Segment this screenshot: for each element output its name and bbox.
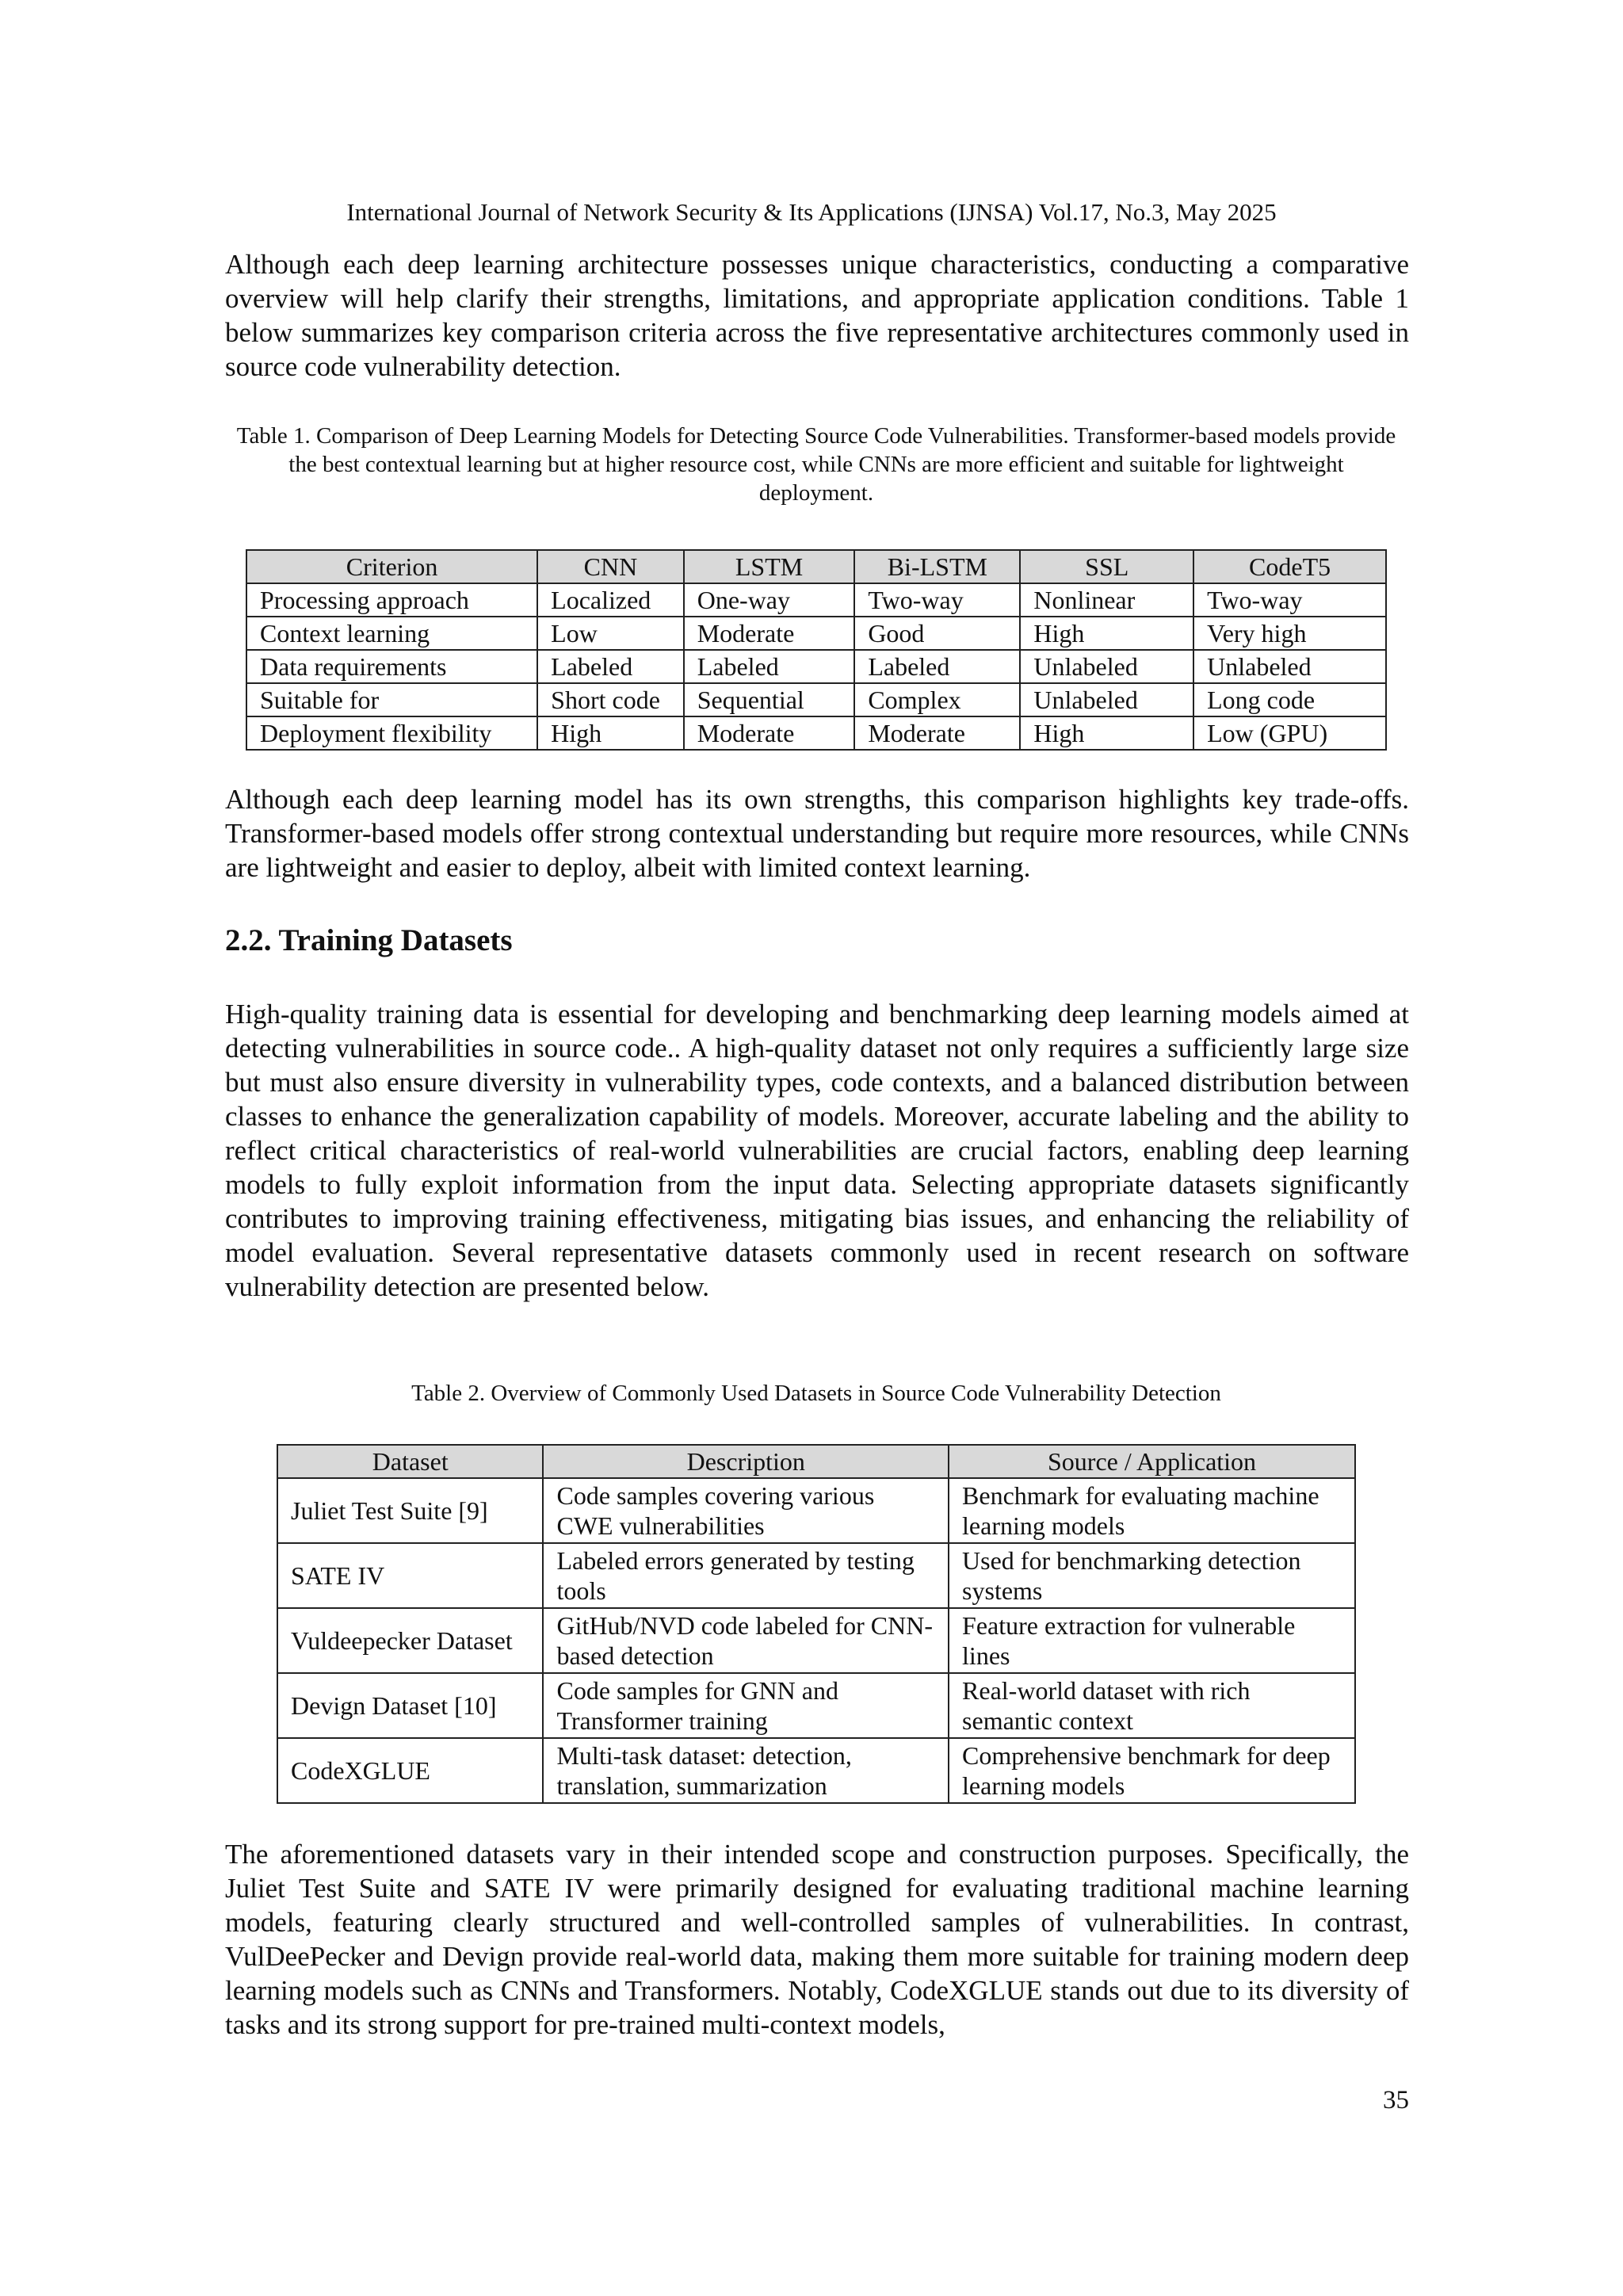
table-cell: High xyxy=(1020,617,1193,650)
table-cell: Code samples covering various CWE vulnerabilities xyxy=(543,1478,949,1543)
table-cell: GitHub/NVD code labeled for CNN-based detection xyxy=(543,1608,949,1673)
table-header-row xyxy=(277,1445,1355,1478)
datasets-table xyxy=(277,1444,1356,1804)
table-cell: Moderate xyxy=(854,716,1020,750)
intro-paragraph: Although each deep learning architecture possesses unique characteristics, conducting a comparative overview will help clarify their strengths, limitations, and appropriate application conditions. Table 1 below summarizes key comparison criteria across the five representative architectures commonly used in source code vulnerability detection. xyxy=(225,249,1409,382)
table-cell: Two-way xyxy=(854,583,1020,617)
column-header: LSTM xyxy=(684,550,855,583)
table-cell: Labeled xyxy=(537,650,684,683)
table-row xyxy=(246,716,1386,750)
table-cell: Multi-task dataset: detection, translation, summarization xyxy=(543,1738,949,1803)
table-row xyxy=(277,1543,1355,1608)
table-cell: Labeled errors generated by testing tools xyxy=(543,1543,949,1608)
table-cell: Labeled xyxy=(684,650,855,683)
table-cell: Unlabeled xyxy=(1193,650,1386,683)
table-cell: Used for benchmarking detection systems xyxy=(949,1543,1355,1608)
table-row xyxy=(277,1608,1355,1673)
table-cell: Labeled xyxy=(854,650,1020,683)
section-heading: 2.2. Training Datasets xyxy=(225,923,513,957)
tradeoff-paragraph: Although each deep learning model has its own strengths, this comparison highlights key trade-offs. Transformer-based models offer strong contextual understanding but require more resources, while CNNs are lightweight and easier to deploy, albeit with limited context learning. xyxy=(225,784,1409,883)
table-cell: Sequential xyxy=(684,683,855,716)
column-header: Bi-LSTM xyxy=(854,550,1020,583)
table-cell: Context learning xyxy=(246,617,537,650)
table-cell: Deployment flexibility xyxy=(246,716,537,750)
datasets-paragraph: High-quality training data is essential for developing and benchmarking deep learning models aimed at detecting vulnerabilities in source code.. A high-quality dataset not only requires a sufficiently large size but must also ensure diversity in vulnerability types, code contexts, and a balanced distribution between classes to enhance the generalization capability of models. Moreover, accurate labeling and the ability to reflect critical characteristics of real-world vulnerabilities are crucial factors, enabling deep learning models to fully exploit information from the input data. Selecting appropriate datasets significantly contributes to improving training effectiveness, mitigating bias issues, and enhancing the reliability of model evaluation. Several representative datasets commonly used in recent research on software vulnerability detection are presented below. xyxy=(225,999,1409,1302)
column-header: Description xyxy=(543,1445,949,1478)
page-number: 35 xyxy=(1383,2086,1409,2115)
table-cell: Low xyxy=(537,617,684,650)
table-cell: Unlabeled xyxy=(1020,650,1193,683)
table-header-row xyxy=(246,550,1386,583)
table-cell: Two-way xyxy=(1193,583,1386,617)
table-cell: High xyxy=(537,716,684,750)
table-cell: Moderate xyxy=(684,617,855,650)
table-cell: Devign Dataset [10] xyxy=(277,1673,543,1738)
table2-caption: Table 2. Overview of Commonly Used Datasets in Source Code Vulnerability Detection xyxy=(411,1381,1221,1406)
table-cell: High xyxy=(1020,716,1193,750)
table-row xyxy=(246,617,1386,650)
table-cell: Very high xyxy=(1193,617,1386,650)
table-cell: SATE IV xyxy=(277,1543,543,1608)
table-row xyxy=(277,1673,1355,1738)
table-cell: Comprehensive benchmark for deep learning models xyxy=(949,1738,1355,1803)
table-cell: Vuldeepecker Dataset xyxy=(277,1608,543,1673)
table1-caption: Table 1. Comparison of Deep Learning Models for Detecting Source Code Vulnerabilities. Transformer-based models provide the best contextual learning but at higher resource cost, while CNNs are more efficient and suitable for lightweight deployment. xyxy=(236,423,1396,506)
column-header: CNN xyxy=(537,550,684,583)
journal-header: International Journal of Network Security & Its Applications (IJNSA) Vol.17, No.3, May 2025 xyxy=(346,198,1277,226)
table-cell: Low (GPU) xyxy=(1193,716,1386,750)
table-cell: Nonlinear xyxy=(1020,583,1193,617)
table-cell: Feature extraction for vulnerable lines xyxy=(949,1608,1355,1673)
table-cell: Real-world dataset with rich semantic context xyxy=(949,1673,1355,1738)
table-cell: Complex xyxy=(854,683,1020,716)
table-row xyxy=(277,1478,1355,1543)
table-cell: Short code xyxy=(537,683,684,716)
table-cell: One-way xyxy=(684,583,855,617)
table-cell: Processing approach xyxy=(246,583,537,617)
table-cell: Benchmark for evaluating machine learning models xyxy=(949,1478,1355,1543)
column-header: Dataset xyxy=(277,1445,543,1478)
table-cell: Data requirements xyxy=(246,650,537,683)
table-row xyxy=(277,1738,1355,1803)
closing-paragraph: The aforementioned datasets vary in their intended scope and construction purposes. Specifically, the Juliet Test Suite and SATE IV were primarily designed for evaluating traditional machine learning models, featuring clearly structured and well-controlled samples of vulnerabilities. In contrast, VulDeePecker and Devign provide real-world data, making them more suitable for training modern deep learning models such as CNNs and Transformers. Notably, CodeXGLUE stands out due to its diversity of tasks and its strong support for pre-trained multi-context models, xyxy=(225,1839,1409,2040)
table-cell: Unlabeled xyxy=(1020,683,1193,716)
table-cell: Code samples for GNN and Transformer training xyxy=(543,1673,949,1738)
table-cell: Juliet Test Suite [9] xyxy=(277,1478,543,1543)
column-header: SSL xyxy=(1020,550,1193,583)
table-cell: Long code xyxy=(1193,683,1386,716)
table-cell: Suitable for xyxy=(246,683,537,716)
table-cell: Moderate xyxy=(684,716,855,750)
model-comparison-table xyxy=(246,549,1387,751)
column-header: Source / Application xyxy=(949,1445,1355,1478)
column-header: Criterion xyxy=(246,550,537,583)
table-cell: Good xyxy=(854,617,1020,650)
table-row xyxy=(246,683,1386,716)
table-cell: CodeXGLUE xyxy=(277,1738,543,1803)
column-header: CodeT5 xyxy=(1193,550,1386,583)
table-row xyxy=(246,583,1386,617)
table-row xyxy=(246,650,1386,683)
table-cell: Localized xyxy=(537,583,684,617)
